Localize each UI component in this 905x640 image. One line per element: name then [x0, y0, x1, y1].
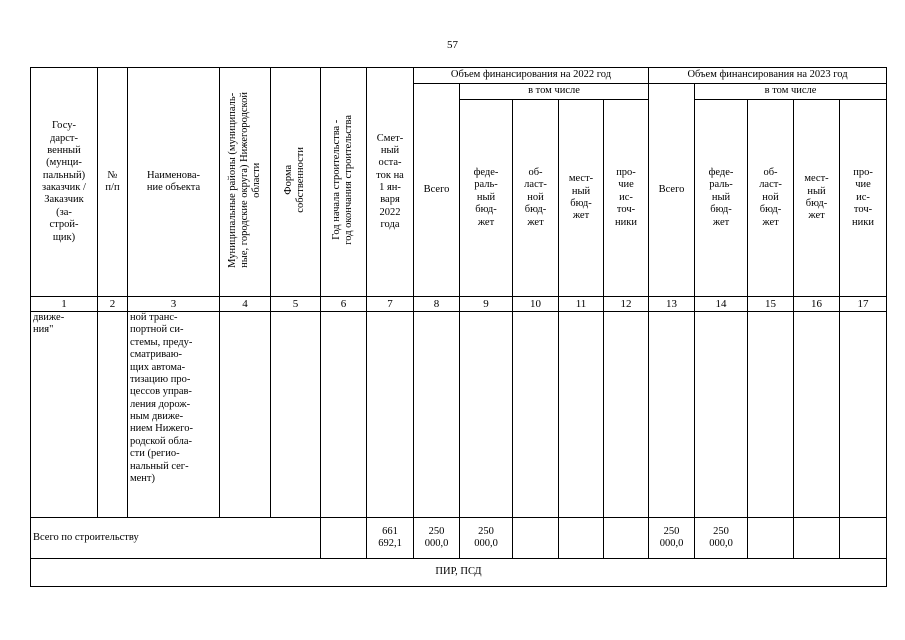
empty-cell: [559, 312, 604, 518]
header-estimate-balance: Смет- ный оста- ток на 1 ян- варя 2022 года: [367, 68, 414, 297]
table-row: [31, 312, 887, 518]
empty-cell: [695, 312, 748, 518]
empty-cell: [794, 518, 840, 559]
empty-cell: [321, 518, 367, 559]
empty-cell: [840, 312, 887, 518]
header-including-2023: в том числе: [695, 84, 887, 100]
page-number: 57: [447, 39, 458, 51]
column-number: 6: [321, 297, 367, 312]
empty-cell: [840, 518, 887, 559]
column-number: 1: [31, 297, 98, 312]
header-total-2023: Всего: [649, 84, 695, 297]
header-including-2022: в том числе: [460, 84, 649, 100]
column-number: 17: [840, 297, 887, 312]
row-customer: движе- ния": [31, 312, 98, 518]
federal-2023: 250 000,0: [695, 518, 748, 559]
column-number: 11: [559, 297, 604, 312]
empty-cell: [748, 312, 794, 518]
section-row: [31, 559, 887, 587]
header-local-2022: мест- ный бюд- жет: [559, 100, 604, 297]
column-numbers-row: [31, 297, 887, 312]
header-regional-2022: об- ласт- ной бюд- жет: [513, 100, 559, 297]
financing-table: [30, 67, 887, 587]
empty-cell: [220, 312, 271, 518]
empty-cell: [321, 312, 367, 518]
header-regional-2023: об- ласт- ной бюд- жет: [748, 100, 794, 297]
header-districts: Муниципальные районы (муниципаль- ные, городские округа) Нижегородской области: [220, 68, 271, 297]
column-number: 15: [748, 297, 794, 312]
empty-cell: [367, 312, 414, 518]
total-2023: 250 000,0: [649, 518, 695, 559]
column-number: 16: [794, 297, 840, 312]
header-financing-2023: Объем финансирования на 2023 год: [649, 68, 887, 84]
empty-cell: [460, 312, 513, 518]
row-object-name: ной транс- портной си- стемы, преду- сматриваю- щих автома- тизацию про- цессов управ- ления дорож- ным движе- нием Нижего- родской обла- сти (регио- нальный сег- мент): [128, 312, 220, 518]
header-financing-2022: Объем финансирования на 2022 год: [414, 68, 649, 84]
total-row: [31, 518, 887, 559]
header-local-2023: мест- ный бюд- жет: [794, 100, 840, 297]
column-number: 5: [271, 297, 321, 312]
empty-cell: [513, 518, 559, 559]
column-number: 10: [513, 297, 559, 312]
empty-cell: [414, 312, 460, 518]
header-customer: Госу- дарст- венный (мунци- пальный) заказчик / Заказчик (за- строй- щик): [31, 68, 98, 297]
header-total-2022: Всего: [414, 84, 460, 297]
column-number: 14: [695, 297, 748, 312]
empty-cell: [604, 312, 649, 518]
header-number: № п/п: [98, 68, 128, 297]
header-other-2022: про- чие ис- точ- ники: [604, 100, 649, 297]
empty-cell: [604, 518, 649, 559]
section-title: ПИР, ПСД: [31, 559, 887, 587]
header-federal-2023: феде- раль- ный бюд- жет: [695, 100, 748, 297]
column-number: 12: [604, 297, 649, 312]
column-number: 9: [460, 297, 513, 312]
total-estimate-balance: 661 692,1: [367, 518, 414, 559]
empty-cell: [748, 518, 794, 559]
header-other-2023: про- чие ис- точ- ники: [840, 100, 887, 297]
empty-cell: [513, 312, 559, 518]
empty-cell: [559, 518, 604, 559]
column-number: 8: [414, 297, 460, 312]
column-number: 2: [98, 297, 128, 312]
column-number: 13: [649, 297, 695, 312]
empty-cell: [98, 312, 128, 518]
header-construction-years: Год начала строительства - год окончания строительства: [321, 68, 367, 297]
total-2022: 250 000,0: [414, 518, 460, 559]
empty-cell: [649, 312, 695, 518]
column-number: 7: [367, 297, 414, 312]
column-number: 3: [128, 297, 220, 312]
empty-cell: [271, 312, 321, 518]
empty-cell: [794, 312, 840, 518]
federal-2022: 250 000,0: [460, 518, 513, 559]
header-federal-2022: феде- раль- ный бюд- жет: [460, 100, 513, 297]
total-label: Всего по строительству: [31, 518, 321, 559]
header-object-name: Наименова- ние объекта: [128, 68, 220, 297]
column-number: 4: [220, 297, 271, 312]
header-ownership: Форма собственности: [271, 68, 321, 297]
